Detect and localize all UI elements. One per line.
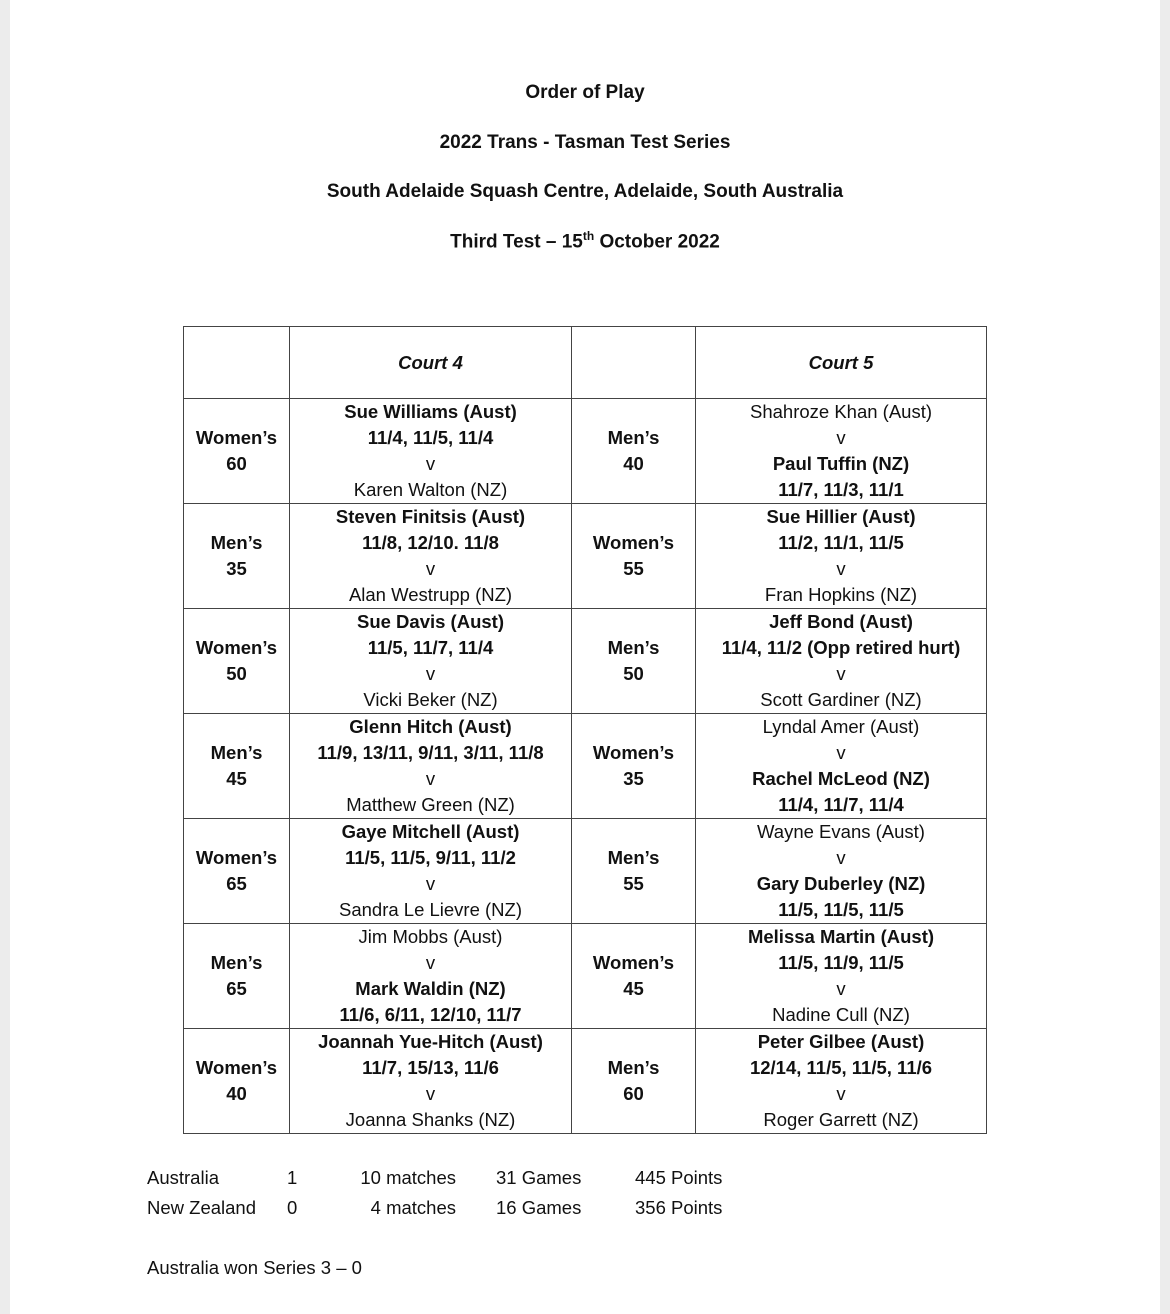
division-line: Women’s xyxy=(592,742,675,763)
division-line: Women’s xyxy=(195,847,278,868)
division-line: 65 xyxy=(226,873,247,894)
table-row xyxy=(184,924,987,1029)
match-line: v xyxy=(425,558,436,579)
table-row xyxy=(184,504,987,609)
match-line: Jim Mobbs (Aust) xyxy=(358,926,503,947)
series-result: Australia won Series 3 – 0 xyxy=(147,1257,362,1278)
division-line: 55 xyxy=(623,873,644,894)
match-line: v xyxy=(425,873,436,894)
division-line: 60 xyxy=(623,1083,644,1104)
document-title: Order of Play xyxy=(525,82,645,103)
match-line: Glenn Hitch (Aust) xyxy=(349,716,512,737)
summary-score: 0 xyxy=(287,1197,298,1218)
summary-team: Australia xyxy=(147,1167,219,1188)
division-line: 50 xyxy=(623,663,644,684)
match-line: Paul Tuffin (NZ) xyxy=(772,453,910,474)
table-row xyxy=(184,819,987,924)
match-line: v xyxy=(836,978,846,999)
match-line: Peter Gilbee (Aust) xyxy=(757,1031,925,1052)
court-4-division xyxy=(184,504,290,609)
series-title: 2022 Trans - Tasman Test Series xyxy=(439,132,731,153)
court-5-match xyxy=(696,399,987,504)
match-line: 11/8, 12/10. 11/8 xyxy=(362,532,499,553)
court-5-division xyxy=(572,609,696,714)
match-line: Roger Garrett (NZ) xyxy=(763,1109,919,1130)
match-line: 11/4, 11/2 (Opp retired hurt) xyxy=(721,637,961,658)
table-row xyxy=(184,714,987,819)
match-line: Melissa Martin (Aust) xyxy=(747,926,935,947)
test-prefix: Third Test – 15 xyxy=(450,231,583,253)
table-row xyxy=(184,609,987,714)
match-line: Sue Williams (Aust) xyxy=(344,401,517,422)
match-line: Shahroze Khan (Aust) xyxy=(749,401,933,422)
court-5-match xyxy=(696,924,987,1029)
match-line: v xyxy=(836,742,846,763)
match-line: 11/2, 11/1, 11/5 xyxy=(778,532,904,553)
match-line: 11/9, 13/11, 9/11, 3/11, 11/8 xyxy=(317,742,544,763)
match-line: Scott Gardiner (NZ) xyxy=(760,689,922,710)
court-5-header: Court 5 xyxy=(696,327,987,399)
division-line: 40 xyxy=(623,453,644,474)
division-line: Men’s xyxy=(210,532,263,553)
match-line: Joannah Yue-Hitch (Aust) xyxy=(318,1031,543,1052)
court-5-division xyxy=(572,819,696,924)
division-line: Women’s xyxy=(592,952,675,973)
match-line: v xyxy=(425,768,436,789)
division-line: Men’s xyxy=(607,847,660,868)
match-line: Alan Westrupp (NZ) xyxy=(348,584,513,605)
court-4-header: Court 4 xyxy=(290,327,572,399)
match-line: 11/6, 6/11, 12/10, 11/7 xyxy=(339,1004,522,1025)
test-date-suffix: th xyxy=(582,229,595,243)
test-date-title xyxy=(0,229,1170,253)
summary-games: 31 Games xyxy=(496,1167,582,1188)
court-5-match xyxy=(696,714,987,819)
division-line: Men’s xyxy=(607,637,660,658)
summary-matches: 10 matches xyxy=(360,1167,456,1188)
table-row xyxy=(184,1029,987,1134)
order-of-play-table xyxy=(183,326,987,1134)
division-line: 35 xyxy=(226,558,247,579)
match-line: Steven Finitsis (Aust) xyxy=(335,506,526,527)
court-5-match xyxy=(696,1029,987,1134)
table-header-row xyxy=(184,327,987,399)
match-line: v xyxy=(836,1083,846,1104)
court-4-match xyxy=(290,504,572,609)
match-line: 12/14, 11/5, 11/5, 11/6 xyxy=(749,1057,933,1078)
match-line: Gaye Mitchell (Aust) xyxy=(341,821,520,842)
court-4-match xyxy=(290,609,572,714)
court-4-match xyxy=(290,714,572,819)
match-line: Lyndal Amer (Aust) xyxy=(762,716,920,737)
division-line: Men’s xyxy=(607,427,660,448)
match-line: v xyxy=(836,427,846,448)
match-line: v xyxy=(425,952,436,973)
court-4-division xyxy=(184,399,290,504)
division-line: Women’s xyxy=(195,427,278,448)
court-4-division xyxy=(184,819,290,924)
court-4-division xyxy=(184,714,290,819)
division-line: 50 xyxy=(226,663,247,684)
match-line: Sue Hillier (Aust) xyxy=(766,506,916,527)
division-line: 45 xyxy=(623,978,644,999)
match-line: 11/5, 11/5, 11/5 xyxy=(778,899,904,920)
division-line: 65 xyxy=(226,978,247,999)
court-5-division xyxy=(572,924,696,1029)
match-line: Gary Duberley (NZ) xyxy=(756,873,926,894)
division-line: Women’s xyxy=(592,532,675,553)
match-line: v xyxy=(425,1083,436,1104)
match-line: Fran Hopkins (NZ) xyxy=(764,584,918,605)
court-4-match xyxy=(290,819,572,924)
division-line: Men’s xyxy=(210,742,263,763)
court-4-match xyxy=(290,399,572,504)
summary-team: New Zealand xyxy=(147,1197,257,1218)
match-line: Nadine Cull (NZ) xyxy=(772,1004,910,1025)
match-line: Joanna Shanks (NZ) xyxy=(345,1109,516,1130)
division-line: Men’s xyxy=(210,952,263,973)
match-line: Jeff Bond (Aust) xyxy=(769,611,913,632)
summary-points: 356 Points xyxy=(635,1197,723,1218)
division-line: 55 xyxy=(623,558,644,579)
match-line: v xyxy=(836,847,846,868)
match-line: 11/7, 11/3, 11/1 xyxy=(778,479,904,500)
match-line: Karen Walton (NZ) xyxy=(353,479,508,500)
match-line: v xyxy=(425,663,436,684)
court-5-match xyxy=(696,819,987,924)
match-line: Sue Davis (Aust) xyxy=(356,611,504,632)
match-line: v xyxy=(836,558,846,579)
division-line: Women’s xyxy=(195,1057,278,1078)
division-line: Men’s xyxy=(607,1057,660,1078)
summary-matches: 4 matches xyxy=(370,1197,456,1218)
table-row xyxy=(184,399,987,504)
match-line: 11/4, 11/5, 11/4 xyxy=(367,427,494,448)
match-line: Vicki Beker (NZ) xyxy=(363,689,498,710)
court-4-division xyxy=(184,924,290,1029)
court-5-match xyxy=(696,504,987,609)
court-5-match xyxy=(696,609,987,714)
division-line: 40 xyxy=(226,1083,247,1104)
match-line: 11/5, 11/7, 11/4 xyxy=(367,637,494,658)
division-line: Women’s xyxy=(195,637,278,658)
court-4-match xyxy=(290,924,572,1029)
court-5-division xyxy=(572,1029,696,1134)
match-line: Matthew Green (NZ) xyxy=(346,794,515,815)
match-line: 11/5, 11/5, 9/11, 11/2 xyxy=(345,847,516,868)
division-line: 35 xyxy=(623,768,644,789)
match-line: 11/4, 11/7, 11/4 xyxy=(778,794,904,815)
match-line: 11/7, 15/13, 11/6 xyxy=(362,1057,499,1078)
match-line: Sandra Le Lievre (NZ) xyxy=(338,899,523,920)
court-5-division xyxy=(572,399,696,504)
summary-score: 1 xyxy=(287,1167,298,1188)
match-line: Rachel McLeod (NZ) xyxy=(752,768,930,789)
match-line: Mark Waldin (NZ) xyxy=(355,978,506,999)
court-5-division xyxy=(572,504,696,609)
division-line: 60 xyxy=(226,453,247,474)
court-5-division xyxy=(572,714,696,819)
blank-header-cell xyxy=(184,327,290,399)
summary-games: 16 Games xyxy=(496,1197,582,1218)
court-4-division xyxy=(184,1029,290,1134)
match-line: Wayne Evans (Aust) xyxy=(757,821,925,842)
match-line: 11/5, 11/9, 11/5 xyxy=(778,952,904,973)
division-line: 45 xyxy=(226,768,247,789)
match-line: v xyxy=(836,663,846,684)
summary-points: 445 Points xyxy=(635,1167,723,1188)
test-suffix: October 2022 xyxy=(594,231,720,253)
court-4-match xyxy=(290,1029,572,1134)
venue-title: South Adelaide Squash Centre, Adelaide, South Australia xyxy=(326,181,844,202)
blank-header-cell xyxy=(572,327,696,399)
court-4-division xyxy=(184,609,290,714)
match-line: v xyxy=(425,453,436,474)
